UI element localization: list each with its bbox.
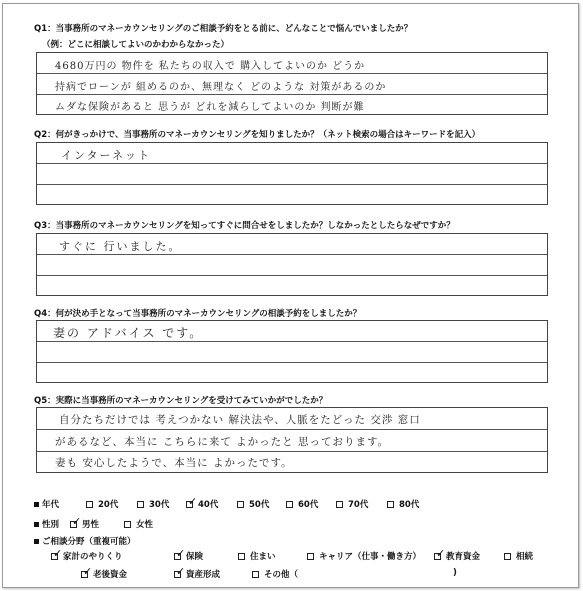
bullet-square-icon xyxy=(34,539,39,544)
q2-answer-box xyxy=(36,142,548,205)
q1-answer-line-2: 持病でローンが 組めるのか、無理なく どのような 対策があるのか xyxy=(55,82,387,93)
field-option-career[interactable]: キャリア（仕事・働き方） xyxy=(307,550,421,562)
q5-answer-line-2: があるなど、本当に こちらに来て よかったと 思っております。 xyxy=(55,436,390,448)
checkbox-checked[interactable] xyxy=(70,521,77,528)
field-option-household[interactable]: ✓ 家計のやりくり xyxy=(51,550,123,562)
check-mark-icon xyxy=(176,547,185,560)
field-option-housing[interactable]: 住まい xyxy=(238,550,276,562)
check-mark-icon xyxy=(436,547,445,560)
checkbox-checked[interactable] xyxy=(434,553,441,560)
checkbox[interactable] xyxy=(237,501,244,508)
field-option-education[interactable]: ✓ 教育資金 xyxy=(434,550,480,562)
age-option-40[interactable]: ✓ 40代 xyxy=(186,498,218,510)
q1-answer-line-3: ムダな保険があると 思うが どれを減らしてよいのか 判断が難 xyxy=(55,102,365,113)
q4-title: Q4：何が決め手となって当事務所のマネーカウンセリングの相談予約をしましたか？ xyxy=(34,309,362,319)
field-option-retirement[interactable]: ✓ 老後資金 xyxy=(81,568,127,580)
age-option-30[interactable]: 30代 xyxy=(137,498,169,510)
checkbox[interactable] xyxy=(124,521,131,528)
q4-answer-box xyxy=(36,320,548,383)
q1-answer-line-1: 4680万円の 物件を 私たちの収入で 購入してよいのか どうか xyxy=(55,61,366,72)
checkbox-checked[interactable] xyxy=(174,571,181,578)
gender-option-male[interactable]: ✓ 男性 xyxy=(70,518,99,530)
checkbox-checked[interactable] xyxy=(81,571,88,578)
field-option-inheritance[interactable]: 相続 xyxy=(504,550,533,562)
q2-answer-line-1: インターネット xyxy=(61,149,152,162)
gender-label: 性別 xyxy=(42,520,60,530)
check-mark-icon xyxy=(83,565,92,578)
checkbox[interactable] xyxy=(252,571,259,578)
field-option-insurance[interactable]: ✓ 保険 xyxy=(174,550,203,562)
bullet-square-icon xyxy=(34,522,39,527)
checkbox[interactable] xyxy=(86,501,93,508)
field-other-close-paren: ) xyxy=(453,568,457,578)
field-option-other[interactable]: その他（ xyxy=(252,568,298,580)
fields-heading xyxy=(34,535,136,547)
q3-answer-line-1: すぐに 行いました。 xyxy=(59,240,182,253)
check-mark-icon xyxy=(176,565,185,578)
age-label: 年代 xyxy=(42,500,60,510)
age-option-50[interactable]: 50代 xyxy=(237,498,269,510)
age-option-70[interactable]: 70代 xyxy=(336,498,368,510)
age-option-20[interactable]: 20代 xyxy=(86,498,118,510)
q5-answer-box xyxy=(36,407,548,473)
q2-title: Q2：何がきっかけで、当事務所のマネーカウンセリングを知りましたか？（ネット検索の場合はキーワードを記入） xyxy=(34,130,481,140)
field-option-asset-building[interactable]: ✓ 資産形成 xyxy=(174,568,220,580)
q4-answer-line-1: 妻の アドバイス です。 xyxy=(53,326,204,340)
checkbox[interactable] xyxy=(504,553,511,560)
bullet-square-icon xyxy=(34,502,39,507)
checkbox[interactable] xyxy=(307,553,314,560)
q5-title: Q5：実際に当事務所のマネーカウンセリングを受けてみていかがでしたか？ xyxy=(34,396,328,406)
checkbox[interactable] xyxy=(137,501,144,508)
check-mark-icon xyxy=(72,515,81,528)
checkbox[interactable] xyxy=(238,553,245,560)
checkbox[interactable] xyxy=(286,501,293,508)
check-mark-icon xyxy=(188,495,197,508)
q5-answer-line-3: 妻も 安心したようで、本当に よかったです。 xyxy=(55,457,293,469)
checkbox-checked[interactable] xyxy=(186,501,193,508)
checkbox[interactable] xyxy=(336,501,343,508)
check-mark-icon xyxy=(53,547,62,560)
checkbox[interactable] xyxy=(387,501,394,508)
gender-row xyxy=(34,518,154,530)
q3-title: Q3：当事務所のマネーカウンセリングを知ってすぐに問合せをしましたか？しなかったとしたらなぜですか？ xyxy=(34,221,455,231)
checkbox-checked[interactable] xyxy=(51,553,58,560)
checkbox-checked[interactable] xyxy=(174,553,181,560)
q5-answer-line-1: 自分たちだけでは 考えつかない 解決法や、人脈をたどった 交渉 窓口 xyxy=(59,414,421,426)
age-row xyxy=(34,498,420,510)
age-option-60[interactable]: 60代 xyxy=(286,498,318,510)
gender-option-female[interactable]: 女性 xyxy=(124,518,153,530)
q1-answer-box xyxy=(36,52,548,115)
q1-title: Q1：当事務所のマネーカウンセリングのご相談予約をとる前に、どんなことで悩んでいましたか？ xyxy=(34,24,413,34)
q1-example: （例：どこに相談してよいのかわからなかった） xyxy=(42,40,230,50)
q3-answer-box xyxy=(36,233,548,296)
age-option-80[interactable]: 80代 xyxy=(387,498,419,510)
fields-label: ご相談分野（重複可能） xyxy=(42,537,136,547)
